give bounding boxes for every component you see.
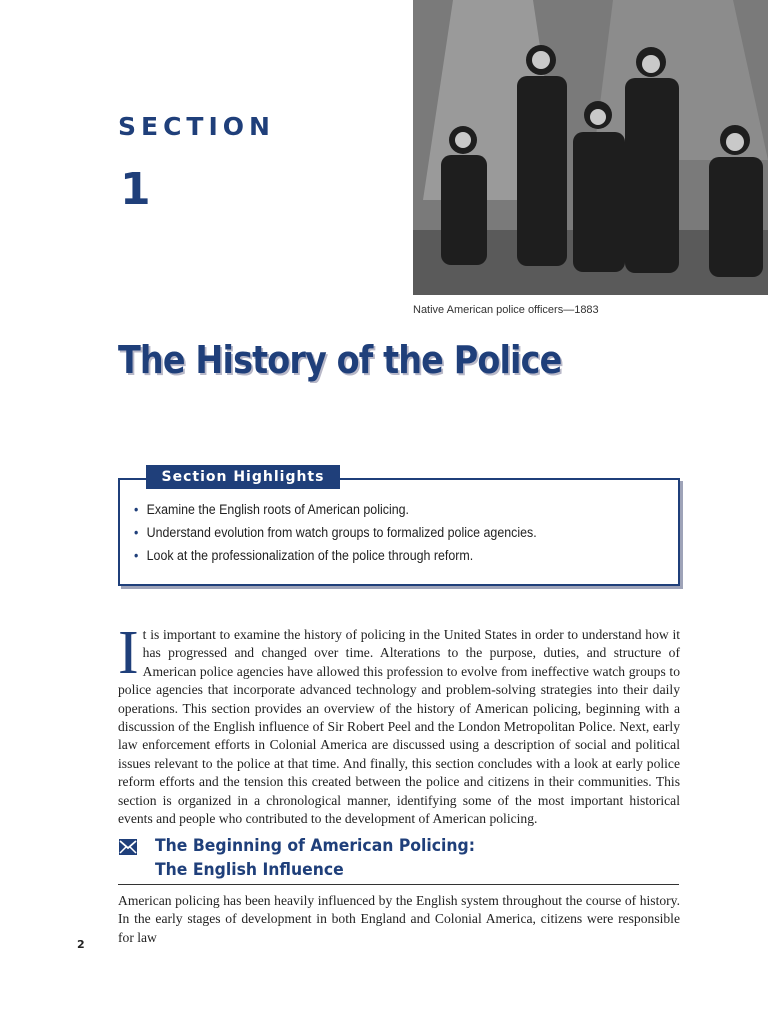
historical-photo bbox=[413, 0, 768, 295]
body-paragraph: American policing has been heavily influenced by the English system throughout the course of history. In the early stages of development in both England and Colonial America, citizens were responsible for law bbox=[118, 893, 680, 945]
section-label: SECTION bbox=[118, 112, 275, 141]
subsection-heading-line2: The English Influence bbox=[155, 860, 344, 880]
bullet-icon: • bbox=[134, 548, 139, 563]
highlight-item: • Examine the English roots of American policing. bbox=[134, 502, 409, 517]
heading-rule bbox=[118, 884, 679, 885]
drop-cap: I bbox=[118, 619, 139, 687]
police-officers-photo-illustration bbox=[413, 0, 768, 295]
page-number: 2 bbox=[77, 938, 85, 951]
photo-caption: Native American police officers—1883 bbox=[413, 304, 599, 316]
section-highlights-box bbox=[118, 478, 680, 586]
highlights-list bbox=[120, 480, 678, 567]
subsection-heading bbox=[155, 834, 475, 882]
highlight-item: • Look at the professionalization of the police through reform. bbox=[134, 548, 474, 563]
section-highlights-title: Section Highlights bbox=[146, 465, 340, 489]
intro-text: t is important to examine the history of policing in the United States in order to understand how it has progressed and changed over time. Alterations to the purpose, duties, and structure of American police agencies have allowed this profession to evolve from ineffective watch groups to police agencies that incorporate advanced technology and problem-solving strategies into their daily operations. This section provides an overview of the history of American policing, beginning with a discussion of the English influence of Sir Robert Peel and the London Metropolitan Police. Next, early law enforcement efforts in Colonial America are discussed using a description of social and political issues relevant to the police at that time. And finally, this section concludes with a look at early police reform efforts and the tension this created between the police and citizens in their communities. This section is organized in a chronological manner, identifying some of the most important historical events and people who contributed to the development of American policing. bbox=[118, 627, 680, 827]
envelope-icon bbox=[118, 838, 138, 856]
bullet-icon: • bbox=[134, 502, 139, 517]
intro-paragraph bbox=[118, 619, 680, 828]
section-number: 1 bbox=[120, 164, 151, 215]
highlight-item: • Understand evolution from watch groups to formalized police agencies. bbox=[134, 525, 537, 540]
page-title: The History of the Police bbox=[118, 338, 562, 382]
subsection-heading-line1: The Beginning of American Policing: bbox=[155, 836, 475, 856]
bullet-icon: • bbox=[134, 525, 139, 540]
